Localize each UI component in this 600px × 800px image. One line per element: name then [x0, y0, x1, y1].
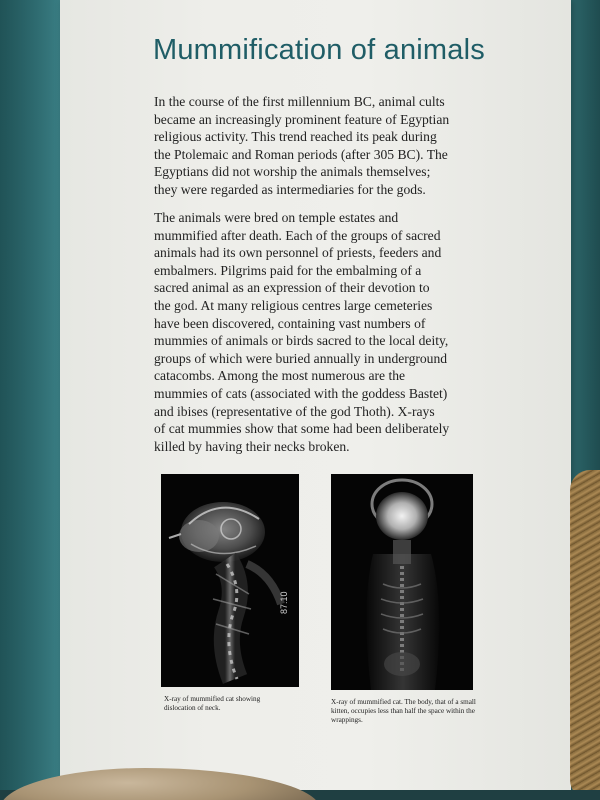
xray-image-kitten-wrappings: [331, 474, 473, 690]
xray-image-cat-neck: [161, 474, 299, 687]
film-mark-label: 87.10: [279, 591, 289, 614]
paragraph-2: The animals were bred on temple estates and mummified after death. Each of the groups of sacred animals had its own personnel of priests, feeders and embalmers. Pilgrims paid for the embalming of a sacred animal as an expression of their devotion to the god. At many religious centres large cemeteries have been discovered, containing vast numbers of mummies of animals or birds sacred to the local deity, groups of which were buried annually in underground catacombs. Among the most numerous are the mummies of cats (associated with the goddess Bastet) and ibises (representative of the god Thoth). X-rays of cat mummies show that some had been deliberately killed by having their necks broken.: [154, 210, 450, 454]
xray-kitten-graphic: [331, 474, 473, 690]
caption-xray-1: X-ray of mummified cat showing dislocation of neck.: [164, 695, 261, 712]
xray-cat-skull-graphic: [161, 474, 299, 687]
caption-xray-2: X-ray of mummified cat. The body, that of a small kitten, occupies less than half the space within the wrappings.: [331, 698, 476, 724]
paragraph-1: In the course of the first millennium BC, animal cults became an increasingly prominent feature of Egyptian religious activity. This trend reached its peak during the Ptolemaic and Roman periods (after 305 BC). The Egyptians did not worship the animals themselves; they were regarded as intermediaries for the gods.: [154, 94, 450, 197]
panel-title: Mummification of animals: [153, 34, 485, 66]
woven-basket-artefact: [570, 470, 600, 800]
wall-left-shadow: [0, 0, 60, 800]
